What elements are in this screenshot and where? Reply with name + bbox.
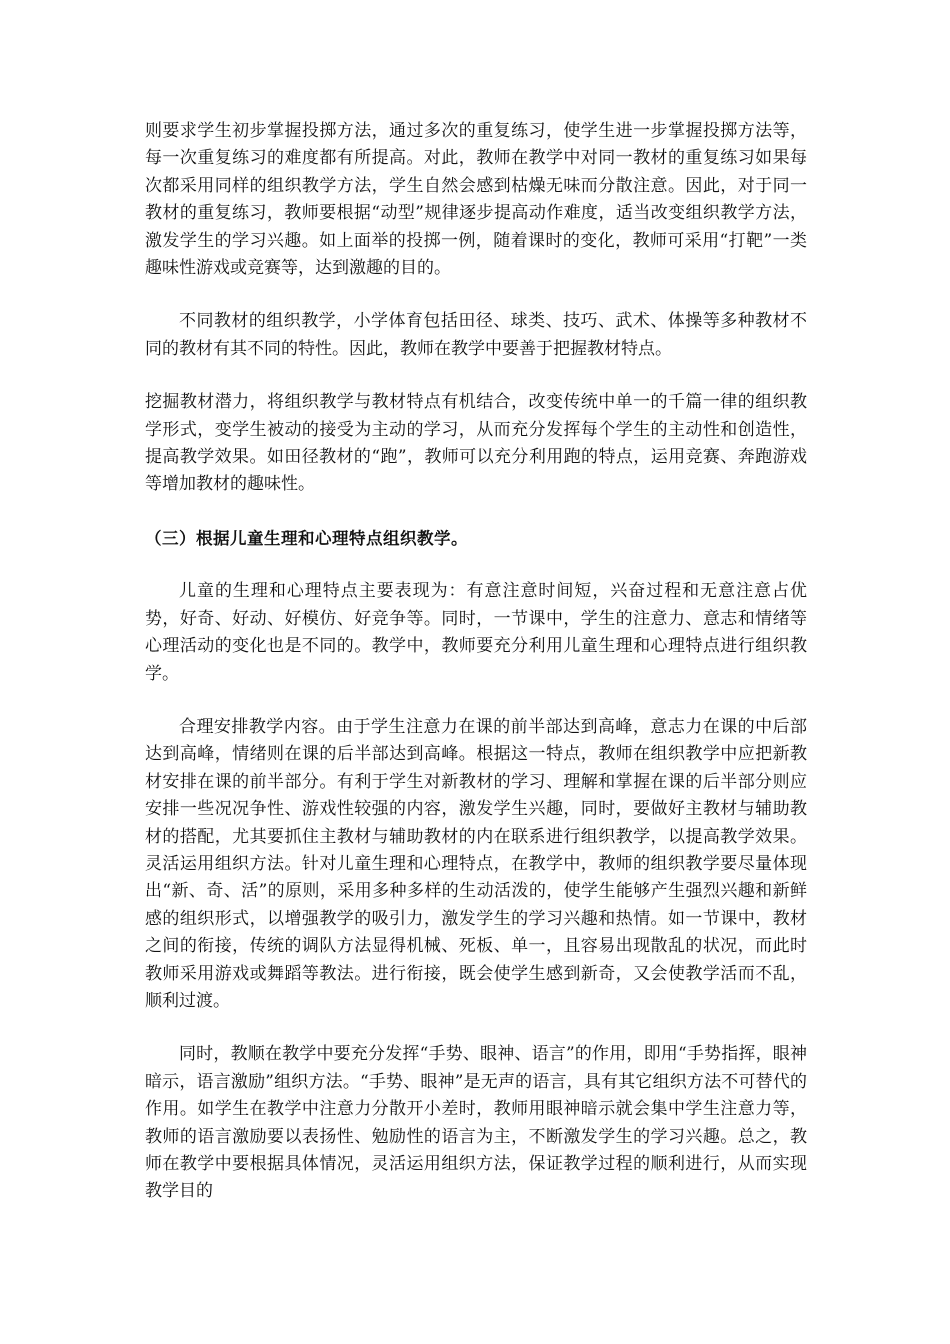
- paragraph-6: 同时，教顺在教学中要充分发挥“手势、眼神、语言”的作用，即用“手势指挥，眼神暗示，语言激励”组织方法。“手势、眼神”是无声的语言，具有其它组织方法不可替代的作用。如学生在教学中注意力分散开小差时，教师用眼神暗示就会集中学生注意力等，教师的语言激励要以表扬性、勉励性的语言为主，不断激发学生的学习兴趣。总之，教师在教学中要根据具体情况，灵活运用组织方法，保证教学过程的顺利进行，从而实现教学目的: [145, 1044, 807, 1202]
- paragraph-3: 挖掘教材潜力，将组织教学与教材特点有机结合，改变传统中单一的千篇一律的组织教学形式，变学生被动的接受为主动的学习，从而充分发挥每个学生的主动性和创造性，提高教学效果。如田径教材的“跑”，教师可以充分利用跑的特点，运用竞赛、奔跑游戏等增加教材的趣味性。: [145, 392, 807, 495]
- paragraph-1: 则要求学生初步掌握投掷方法，通过多次的重复练习，使学生进一步掌握投掷方法等，每一次重复练习的难度都有所提高。对此，教师在教学中对同一教材的重复练习如果每次都采用同样的组织教学方法，学生自然会感到枯燥无味而分散注意。因此，对于同一教材的重复练习，教师要根据“动型”规律逐步提高动作难度，适当改变组织教学方法，激发学生的学习兴趣。如上面举的投掷一例，随着课时的变化，教师可采用“打靶”一类趣味性游戏或竞赛等，达到激趣的目的。: [145, 121, 807, 279]
- paragraph-5: 合理安排教学内容。由于学生注意力在课的前半部达到高峰，意志力在课的中后部达到高峰，情绪则在课的后半部达到高峰。根据这一特点，教师在组织教学中应把新教材安排在课的前半部分。有利于学生对新教材的学习、理解和掌握在课的后半部分则应安排一些况况争性、游戏性较强的内容，激发学生兴趣，同时，要做好主教材与辅助教材的搭配，尤其要抓住主教材与辅助教材的内在联系进行组织教学，以提高教学效果。灵活运用组织方法。针对儿童生理和心理特点，在教学中，教师的组织教学要尽量体现出“新、奇、活”的原则，采用多种多样的生动活泼的，使学生能够产生强烈兴趣和新鲜感的组织形式，以增强教学的吸引力，激发学生的学习兴趣和热情。如一节课中，教材之间的衔接，传统的调队方法显得机械、死板、单一，且容易出现散乱的状况，而此时教师采用游戏或舞蹈等教法。进行衔接，既会使学生感到新奇，又会使教学活而不乱，顺利过渡。: [145, 716, 807, 1011]
- document-body: [145, 118, 807, 1232]
- paragraph-4: 儿童的生理和心理特点主要表现为：有意注意时间短，兴奋过程和无意注意占优势，好奇、好动、好模仿、好竞争等。同时，一节课中，学生的注意力、意志和情绪等心理活动的变化也是不同的。教学中，教师要充分利用儿童生理和心理特点进行组织教学。: [145, 581, 807, 684]
- paragraph-2: 不同教材的组织教学，小学体育包括田径、球类、技巧、武术、体操等多种教材不同的教材有其不同的特性。因此，教师在教学中要善于把握教材特点。: [145, 311, 807, 359]
- section-heading: （三）根据儿童生理和心理特点组织教学。: [145, 528, 468, 548]
